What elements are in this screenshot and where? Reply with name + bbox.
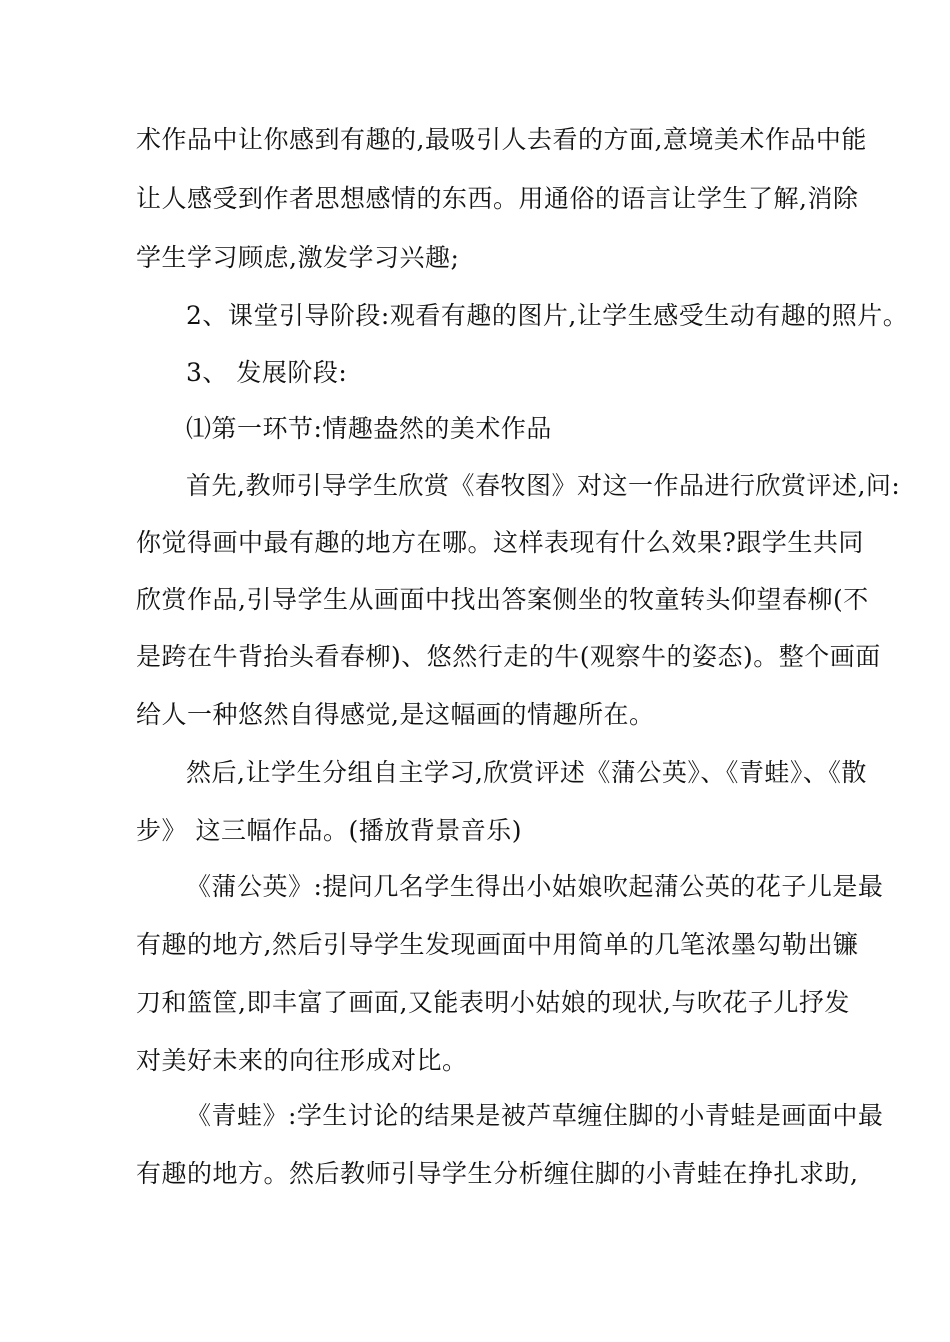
text-line: 《青蛙》:学生讨论的结果是被芦草缠住脚的小青蛙是画面中最 — [186, 1101, 884, 1130]
text-line: 3、 发展阶段: — [186, 358, 348, 387]
text-line: 有趣的地方。然后教师引导学生分析缠住脚的小青蛙在挣扎求助, — [136, 1159, 859, 1188]
text-line: 你觉得画中最有趣的地方在哪。这样表现有什么效果?跟学生共同 — [136, 528, 864, 557]
text-line: 对美好未来的向往形成对比。 — [136, 1046, 468, 1075]
text-line: 术作品中让你感到有趣的,最吸引人去看的方面,意境美术作品中能 — [136, 125, 867, 154]
text-line: 是跨在牛背抬头看春柳)、悠然行走的牛(观察牛的姿态)。整个画面 — [136, 642, 881, 671]
text-line: 步》 这三幅作品。(播放背景音乐) — [136, 816, 522, 845]
text-line: 让人感受到作者思想感情的东西。用通俗的语言让学生了解,消除 — [136, 184, 859, 213]
text-line: 《蒲公英》:提问几名学生得出小姑娘吹起蒲公英的花子儿是最 — [186, 872, 884, 901]
text-line: 然后,让学生分组自主学习,欣赏评述《蒲公英》、《青蛙》、《散 — [186, 758, 867, 787]
text-line: 刀和篮筐,即丰富了画面,又能表明小姑娘的现状,与吹花子儿抒发 — [136, 988, 850, 1017]
text-line: 有趣的地方,然后引导学生发现画面中用简单的几笔浓墨勾勒出镰 — [136, 930, 859, 959]
text-line: 欣赏作品,引导学生从画面中找出答案侧坐的牧童转头仰望春柳(不 — [136, 585, 869, 614]
text-line: 学生学习顾虑,激发学习兴趣; — [136, 243, 460, 272]
text-line: 2、课堂引导阶段:观看有趣的图片,让学生感受生动有趣的照片。 — [186, 301, 909, 330]
text-line: 首先,教师引导学生欣赏《春牧图》对这一作品进行欣赏评述,问: — [186, 471, 901, 500]
text-line: ⑴第一环节:情趣盎然的美术作品 — [186, 414, 552, 443]
text-line: 给人一种悠然自得感觉,是这幅画的情趣所在。 — [136, 700, 655, 729]
